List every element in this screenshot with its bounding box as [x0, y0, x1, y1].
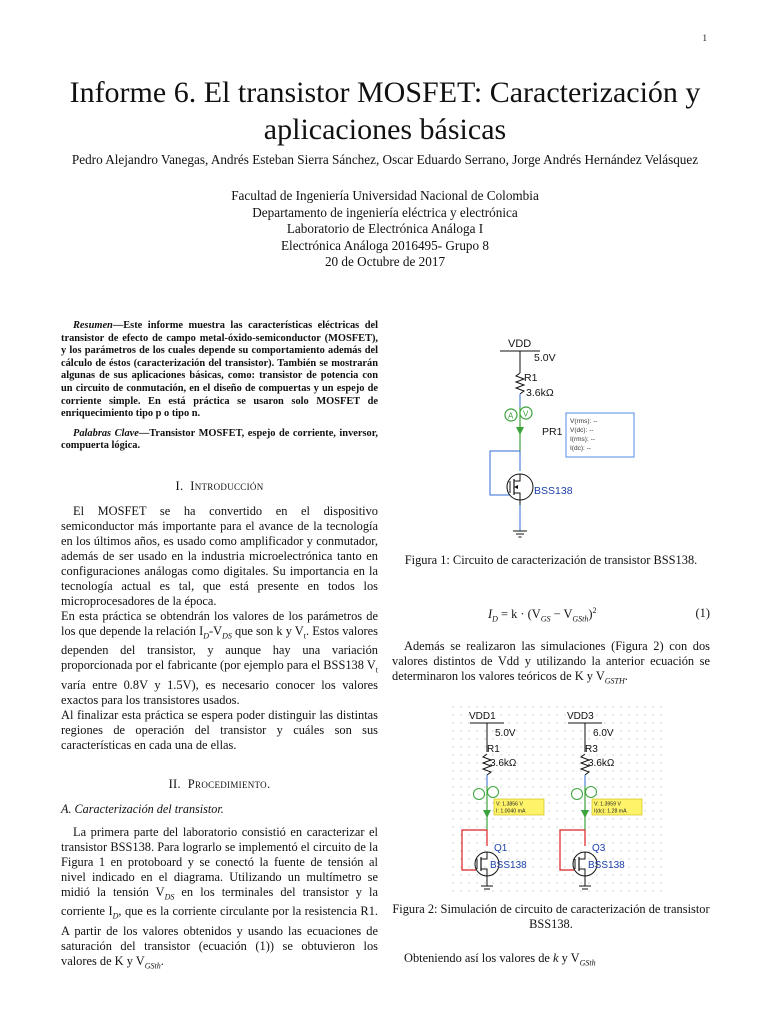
lab: Laboratorio de Electrónica Análoga I: [286, 221, 484, 236]
section-heading-procedure: [61, 777, 378, 792]
probe-v: V: [523, 409, 529, 419]
eq-exp: 2: [592, 606, 597, 615]
text-span: varía entre 0.8V y 1.5V), es necesario conocer los valores exactos para los transistores usados.: [61, 677, 378, 707]
text-span: En esta práctica se obtendrán los valores de los parámetros de los que depende la relación I: [61, 608, 378, 638]
faculty: Facultad de Ingeniería Universidad Nacional de Colombia: [231, 188, 539, 203]
figure-2-simulation: [452, 706, 662, 894]
intro-paragraph-3: Al finalizar esta práctica se espera poder distinguir las distintas regiones de operación del transistor y cuáles son sus características en cada una de ellas.: [61, 707, 378, 752]
ammeter-icon: [474, 789, 485, 800]
probe-a: A: [508, 411, 514, 421]
procedure-paragraph-1: [61, 825, 378, 973]
abstract-text: —Este informe muestra las características eléctricas del transistor de efecto de campo metal-óxido-semiconductor (MOSFET), y los parámetros de los cuales depende su comportamiento además del cálculo de éstos (caracterización del transistor). También se mostrarán algunas de sus aplicaciones básicas, como: transistor de potencia con un circuito de conmutación, en el diseño de compuertas y un espejo de corriente simple. En está práctica se usaron solo MOSFET de enriquecimiento tipo p o tipo n.: [61, 320, 378, 420]
figure-1-circuit: [470, 335, 640, 545]
eq-sub: GSth: [572, 614, 589, 624]
probe-line-2: V(dc): --: [570, 427, 594, 434]
intro-paragraph-2: [61, 609, 378, 708]
section-title: Procedimiento.: [187, 776, 271, 791]
q1-label: Q1: [494, 843, 508, 854]
probe-line-2: I: 1.0040 mA: [496, 808, 526, 815]
resistor-value: 3.6kΩ: [526, 387, 554, 399]
authors: Pedro Alejandro Vanegas, Andrés Esteban Sierra Sánchez, Oscar Eduardo Serrano, Jorge Andrés Hernández Velásquez: [71, 152, 699, 167]
vdd-label: VDD: [508, 338, 532, 350]
keywords-label: Palabras Clave: [73, 427, 139, 439]
vdd1-value: 5.0V: [495, 728, 516, 739]
paper-title: Informe 6. El transistor MOSFET: Caracterización y aplicaciones básicas: [69, 76, 701, 146]
section-title: Introducción: [190, 478, 264, 493]
text-span: La primera parte del laboratorio consistió en caracterizar el transistor BSS138. Para lograrlo se implementó el circuito de la Figura 1 en protoboard y se conectó la fuente de tensión al nivel indicado en el diagrama. Utilizando un multímetro se midió la tensión V: [61, 824, 378, 899]
subscript: DS: [222, 631, 232, 641]
intro-paragraph-1: El MOSFET se ha convertido en el dispositivo semiconductor más importante para el avance de la tecnología en los últimos años, es usado como amplificador y conmutador, además de ser usado en la industria microelectrónica tanto en configuraciones análogas como digitales. Su importancia en la tecnología actual es tal, que está presente en todos los microprocesadores de la época.: [61, 503, 378, 608]
eq-term: = k · (V: [497, 607, 541, 622]
subscript: D: [112, 911, 119, 921]
transistor-label: BSS138: [534, 485, 573, 497]
q3-label: Q3: [592, 843, 606, 854]
date: 20 de Octubre de 2017: [324, 254, 446, 269]
voltmeter-icon: [488, 787, 499, 798]
gate-wire: [490, 451, 520, 495]
subscript: t: [375, 665, 378, 675]
text-span: que son k y V: [231, 623, 304, 638]
abstract-label: Resumen: [73, 320, 113, 331]
resistor-label: R1: [524, 372, 538, 384]
eq-sub: D: [492, 614, 498, 624]
resistor-zigzag: [516, 373, 524, 394]
voltmeter-icon: [586, 787, 597, 798]
subscript: t: [303, 631, 306, 641]
q3-part: BSS138: [588, 860, 625, 871]
vdd1-label: VDD1: [469, 711, 496, 722]
subscript: D: [203, 631, 210, 641]
abstract: [61, 320, 378, 421]
subscript: DS: [164, 892, 175, 902]
eq-sub: GS: [540, 614, 551, 624]
eq-term: I: [488, 607, 493, 622]
text-span: en los terminales del transistor y la corriente I: [61, 884, 378, 919]
subscript: GSth: [579, 958, 596, 968]
left-column: [61, 320, 378, 973]
page-number: 1: [702, 33, 707, 43]
eq-term: − V: [550, 607, 573, 622]
vdd3-value: 6.0V: [593, 728, 614, 739]
course: Electrónica Análoga 2016495- Grupo 8: [280, 237, 489, 253]
equation-number: (1): [695, 606, 710, 620]
text-span: .: [624, 669, 628, 683]
probe-line-2: I(dc): 1.28 mA: [594, 808, 627, 815]
probe-line-1: V: 1.3959 V: [594, 801, 621, 808]
vdd3-label: VDD3: [567, 711, 594, 722]
ammeter-icon: [572, 789, 583, 800]
eq-term: ): [588, 607, 593, 622]
equation-formula: [488, 606, 597, 624]
department: Departamento de ingeniería eléctrica y electrónica: [252, 204, 518, 220]
text-span: y V: [558, 951, 580, 965]
probe-label: PR1: [542, 426, 563, 438]
r3-value: 3.6kΩ: [588, 758, 615, 769]
probe-line-3: I(rms): --: [570, 436, 595, 443]
r1-value: 3.6kΩ: [490, 758, 517, 769]
r1-label: R1: [487, 744, 500, 755]
text-span: Obteniendo así los valores de: [404, 951, 553, 965]
k-symbol: k: [553, 951, 559, 965]
vdd-value: 5.0V: [534, 352, 556, 364]
text-span: . Estos valores dependen del transistor, y aunque hay una variación proporcionada por el fabricante (por ejemplo para el BSS138 V: [61, 623, 378, 673]
figure-1-caption: Figura 1: Circuito de caracterización de transistor BSS138.: [404, 553, 698, 567]
right-paragraph-1: [392, 639, 710, 688]
section-heading-intro: [61, 479, 378, 494]
text-span: -V: [209, 623, 223, 638]
figure-2-caption: Figura 2: Simulación de circuito de caracterización de transistor BSS138.: [392, 902, 710, 931]
subsection-heading: A. Caracterización del transistor.: [61, 801, 224, 816]
subscript: GSTH: [604, 676, 625, 686]
q1-part: BSS138: [490, 860, 527, 871]
probe-line-1: V(rms): --: [570, 418, 598, 425]
probe-line-1: V: 1.3856 V: [496, 801, 523, 808]
probe-arrow-icon: [516, 427, 524, 435]
right-paragraph-2: [392, 951, 710, 970]
keywords-text: —Transistor MOSFET, espejo de corriente, inversor, compuerta lógica.: [61, 427, 378, 452]
keywords: [61, 428, 378, 453]
affiliation: [70, 188, 700, 271]
subscript: GSth: [144, 961, 161, 971]
text-span: .: [160, 953, 164, 968]
section-number: II.: [168, 776, 181, 791]
section-number: I.: [175, 478, 184, 493]
text-span: , que es la corriente circulante por la resistencia R1. A partir de los valores obtenidos y usando las ecuaciones de saturación del transistor (ecuación (1)) se obtuvieron los valores de K y V: [61, 904, 378, 968]
probe-line-4: I(dc): --: [570, 445, 591, 452]
text-span: Además se realizaron las simulaciones (Figura 2) con dos valores distintos de Vdd y utilizando la anterior ecuación se determinaron los valores teóricos de K y V: [392, 639, 710, 683]
r3-label: R3: [585, 744, 598, 755]
